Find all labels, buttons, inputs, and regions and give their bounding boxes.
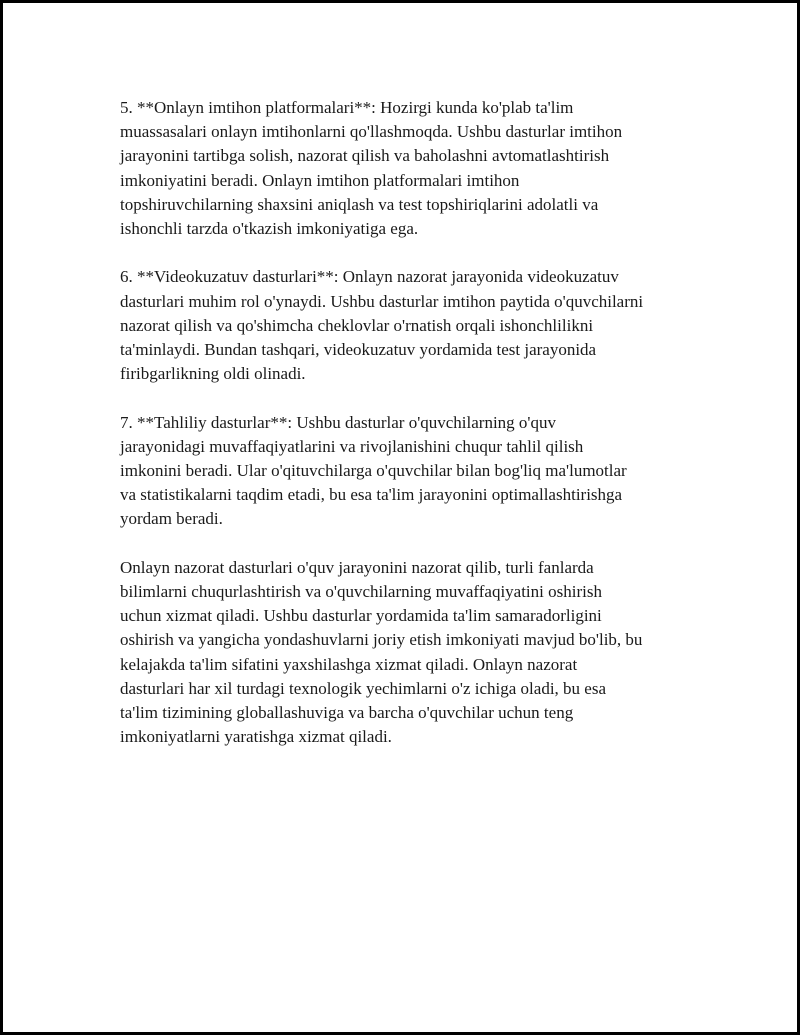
paragraph-analytics-software xyxy=(120,411,695,532)
text-line: topshiruvchilarning shaxsini aniqlash va test topshiriqlarini adolatli va xyxy=(120,194,599,214)
text-line: imkoniyatini beradi. Onlayn imtihon platformalari imtihon xyxy=(120,170,520,190)
text-line: dasturlari har xil turdagi texnologik yechimlarni o'z ichiga oladi, bu esa xyxy=(120,678,607,698)
paragraph-video-surveillance xyxy=(120,265,695,386)
text-line: 7. **Tahliliy dasturlar**: Ushbu dasturlar o'quvchilarning o'quv xyxy=(120,412,556,432)
text-line: va statistikalarni taqdim etadi, bu esa ta'lim jarayonini optimallashtirishga xyxy=(120,485,623,505)
text-line: uchun xizmat qiladi. Ushbu dasturlar yordamida ta'lim samaradorligini xyxy=(120,606,602,626)
text-line: firibgarlikning oldi olinadi. xyxy=(120,364,306,384)
text-line: ta'minlaydi. Bundan tashqari, videokuzatuv yordamida test jarayonida xyxy=(120,340,597,360)
text-line: imkonini beradi. Ular o'qituvchilarga o'quvchilar bilan bog'liq ma'lumotlar xyxy=(120,461,627,481)
text-line: kelajakda ta'lim sifatini yaxshilashga xizmat qiladi. Onlayn nazorat xyxy=(120,654,578,674)
text-line: dasturlari muhim rol o'ynaydi. Ushbu dasturlar imtihon paytida o'quvchilarni xyxy=(120,291,644,311)
text-line: yordam beradi. xyxy=(120,509,223,529)
text-line: Onlayn nazorat dasturlari o'quv jarayonini nazorat qilib, turli fanlarda xyxy=(120,557,594,577)
text-line: oshirish va yangicha yondashuvlarni joriy etish imkoniyati mavjud bo'lib, bu xyxy=(120,630,643,650)
text-line: bilimlarni chuqurlashtirish va o'quvchilarning muvaffaqiyatini oshirish xyxy=(120,582,602,602)
text-line: 6. **Videokuzatuv dasturlari**: Onlayn nazorat jarayonida videokuzatuv xyxy=(120,267,619,287)
text-line: jarayonini tartibga solish, nazorat qilish va baholashni avtomatlashtirish xyxy=(120,146,610,166)
text-line: nazorat qilish va qo'shimcha cheklovlar o'rnatish orqali ishonchlilikni xyxy=(120,315,594,335)
document-body xyxy=(120,96,695,774)
text-line: ta'lim tizimining globallashuviga va barcha o'quvchilar uchun teng xyxy=(120,703,574,723)
paragraph-conclusion xyxy=(120,556,695,750)
text-line: jarayonidagi muvaffaqiyatlarini va rivojlanishini chuqur tahlil qilish xyxy=(120,436,584,456)
text-line: ishonchli tarzda o'tkazish imkoniyatiga ega. xyxy=(120,219,419,239)
text-line: muassasalari onlayn imtihonlarni qo'llashmoqda. Ushbu dasturlar imtihon xyxy=(120,122,623,142)
text-line: imkoniyatlarni yaratishga xizmat qiladi. xyxy=(120,727,392,747)
text-line: 5. **Onlayn imtihon platformalari**: Hozirgi kunda ko'plab ta'lim xyxy=(120,98,574,117)
paragraph-online-exam-platforms xyxy=(120,96,695,241)
